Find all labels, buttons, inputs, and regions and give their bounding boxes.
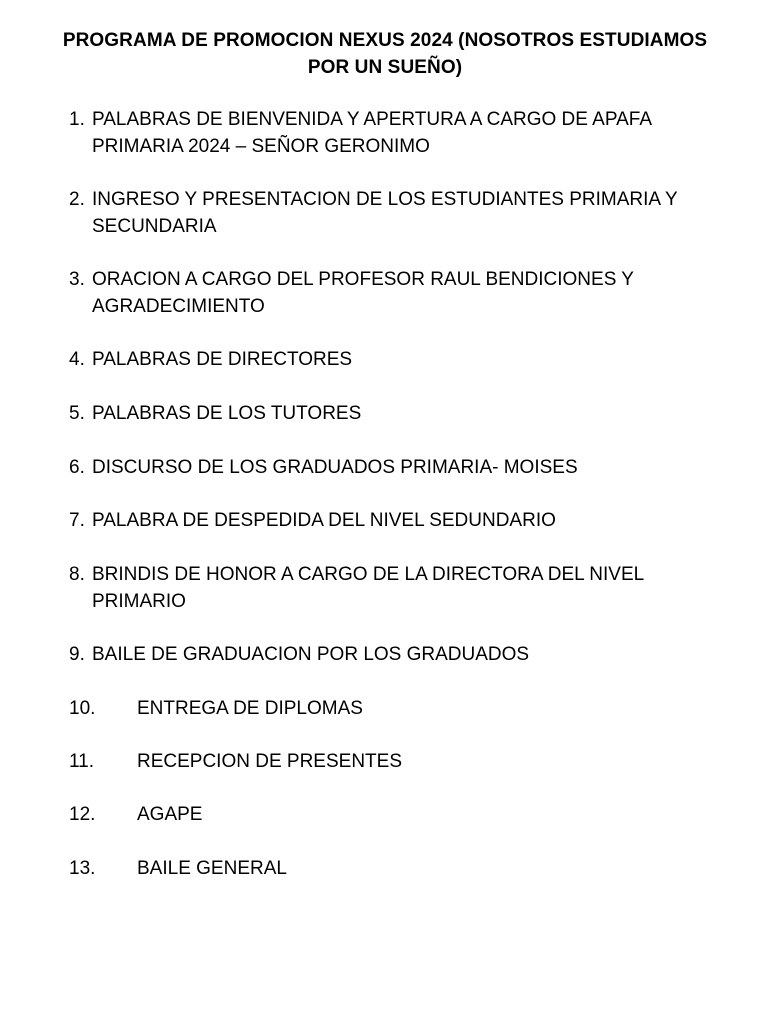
- item-text: BAILE DE GRADUACION POR LOS GRADUADOS: [92, 644, 530, 665]
- item-text: RECEPCION DE PRESENTES: [137, 751, 402, 772]
- item-number: 3.: [69, 269, 85, 290]
- item-text: INGRESO Y PRESENTACION DE LOS ESTUDIANTES PRIMARIA Y SECUNDARIA: [92, 189, 678, 237]
- item-text: PALABRA DE DESPEDIDA DEL NIVEL SEDUNDARIO: [92, 510, 556, 531]
- item-number: 4.: [69, 349, 85, 370]
- item-number: 1.: [69, 109, 85, 130]
- item-number: 6.: [69, 457, 85, 478]
- item-number: 2.: [69, 189, 85, 210]
- document-title: PROGRAMA DE PROMOCION NEXUS 2024 (NOSOTROS ESTUDIAMOS POR UN SUEÑO): [62, 30, 708, 78]
- item-number: 7.: [69, 510, 85, 531]
- item-text: PALABRAS DE LOS TUTORES: [92, 403, 362, 424]
- item-number: 10.: [69, 698, 96, 719]
- item-number: 12.: [69, 804, 96, 825]
- item-text: ENTREGA DE DIPLOMAS: [137, 698, 363, 719]
- item-text: PALABRAS DE BIENVENIDA Y APERTURA A CARGO DE APAFA PRIMARIA 2024 – SEÑOR GERONIMO: [92, 109, 651, 157]
- item-text: ORACION A CARGO DEL PROFESOR RAUL BENDICIONES Y AGRADECIMIENTO: [92, 269, 634, 317]
- item-number: 11.: [69, 751, 95, 772]
- item-number: 9.: [69, 644, 85, 665]
- item-text: BAILE GENERAL: [137, 858, 287, 879]
- item-text: BRINDIS DE HONOR A CARGO DE LA DIRECTORA DEL NIVEL PRIMARIO: [92, 564, 644, 612]
- item-number: 8.: [69, 564, 85, 585]
- item-text: DISCURSO DE LOS GRADUADOS PRIMARIA- MOISES: [92, 457, 578, 478]
- item-number: 13.: [69, 858, 96, 879]
- item-text: PALABRAS DE DIRECTORES: [92, 349, 353, 370]
- item-number: 5.: [69, 403, 85, 424]
- item-text: AGAPE: [137, 804, 203, 825]
